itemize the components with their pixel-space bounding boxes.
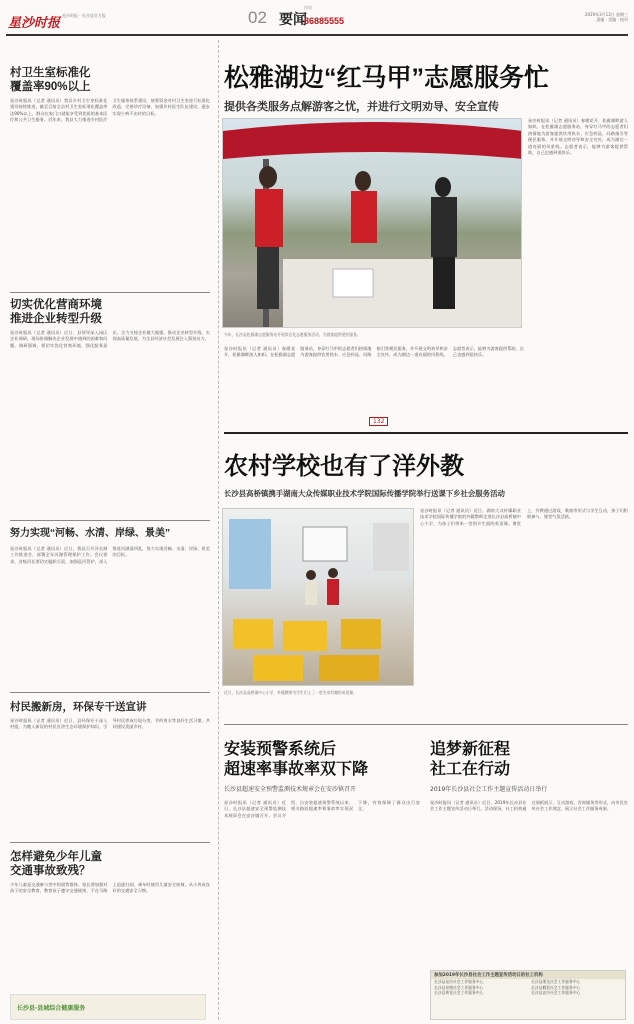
article-body: 星沙时报讯（记者 通讯员）我县乡村卫生室标准化建设持续推进，截至目前全县村卫生室标准化覆盖率达90%以上，群众在家门口就能享受到优质的基本医疗和公共卫生服务。近年来，我县大力推进乡村医疗卫生服务体系建设，统筹资金对村卫生室进行标准化改造，完善诊疗设备，加强乡村医生队伍建设，逐步实现小病不出村的目标。 bbox=[10, 98, 210, 123]
left-article-3 bbox=[10, 527, 210, 681]
lead-body: 星沙时报讯（记者 通讯员）春暖花开，松雅湖畔游人如织。在松雅湖志愿服务站，身穿红马甲的志愿者们热情地为游客提供饮用热水、应急药品、问路指引等便民服务，并开展文明劝导和安全宣传，成为湖边一道亮丽的风景线。志愿者表示，能够为游客提供帮助，自己也感到很快乐。 bbox=[224, 346, 524, 358]
table-row: 长沙县榔梨社会工作服务中心 bbox=[531, 984, 581, 990]
table-title: 参加2019年长沙县社会工作主题宣传活动日的社工机构 bbox=[431, 971, 625, 979]
lead-photo-illustration bbox=[223, 119, 522, 328]
bottom-left-body: 星沙时报讯（记者 通讯员）近日，长沙县超速安全预警监测技术规章会在安沙镇召开。会议介绍，自安装超速预警系统以来，相关路段超速率和事故率实现双下降，有效保障了群众出行安全。 bbox=[224, 800, 420, 818]
date-line bbox=[510, 12, 628, 22]
hotline-number: 86885555 bbox=[304, 16, 345, 26]
bottom-left-title-2: 超速率事故率双下降 bbox=[224, 761, 369, 778]
second-photo-caption: 近日，长沙县高桥镇中心小学，外籍教师为学生们上了一堂生动有趣的英语课。 bbox=[224, 690, 357, 695]
bottom-right-subtitle: 2019年长沙县社会工作主题宣传活动日举行 bbox=[430, 786, 548, 793]
article-body: 星沙时报讯（记者 通讯员）近日，我县召开河长制工作推进会，部署全年河湖管理保护工作。会议要求，各级河长要切实履职尽责，加强巡河管护，深入推进河湖清四乱，努力实现河畅、水清、岸绿、景美的目标。 bbox=[10, 546, 210, 564]
divider bbox=[224, 724, 628, 725]
article-title: 村民搬新房，环保专干送宣讲 bbox=[10, 701, 147, 713]
editor-line: 责编 · 美编 · 校对 bbox=[596, 17, 628, 22]
section-title: 要闻 bbox=[279, 12, 307, 28]
lead-photo-caption: 今年，长沙县松雅湖志愿服务站开展常态化志愿服务活动，为游客提供便民服务。 bbox=[224, 332, 361, 337]
lead-subtitle: 提供各类服务点解游客之忧，并进行文明劝导、安全宣传 bbox=[224, 100, 499, 113]
article-title: 怎样避免少年儿童 交通事故致残？ bbox=[10, 851, 102, 877]
lead-title: 松雅湖边“红马甲”志愿服务忙 bbox=[224, 64, 550, 92]
second-photo-illustration bbox=[223, 509, 414, 686]
divider bbox=[10, 520, 210, 521]
table-row: 长沙县湘龙社会工作服务中心 bbox=[531, 979, 581, 984]
bottom-right-title-1: 追梦新征程 bbox=[430, 741, 511, 758]
table-row: 长沙县黄花社会工作服务中心 bbox=[434, 990, 484, 995]
article-title: 村卫生室标准化 覆盖率90%以上 bbox=[10, 67, 91, 93]
bottom-right-title-2: 社工在行动 bbox=[430, 761, 511, 778]
header-divider bbox=[6, 34, 628, 36]
page-jump-badge: 132 bbox=[369, 417, 388, 426]
divider bbox=[224, 432, 628, 434]
table-row: 长沙县星沙社会工作服务中心 bbox=[434, 979, 484, 984]
social-work-table bbox=[430, 970, 626, 1020]
column-divider bbox=[218, 40, 219, 1020]
article-body: 星沙时报讯（记者 通讯员）近日，县环保专干深入村组，为搬入新居的村民宣讲生态环境保护知识，引导村民养成垃圾分类、节约用水等良好生活习惯，共同建设美丽乡村。 bbox=[10, 718, 210, 730]
hotline-label: 热线 bbox=[304, 5, 312, 10]
second-subtitle: 长沙县高桥镇携手湖南大众传媒职业技术学院国际传播学院举行送课下乡社会服务活动 bbox=[224, 489, 505, 498]
footer-ad-text: 长沙县·县城综合健康服务 bbox=[17, 1005, 86, 1012]
left-article-4 bbox=[10, 700, 210, 848]
article-body: 少年儿童是交通参与者中的弱势群体。家长要加强对孩子的安全教育，教育孩子遵守交通规则，不在马路上追逐打闹，乘车时使用儿童安全座椅，从小养成良好的交通安全习惯。 bbox=[10, 882, 210, 894]
bottom-right-body: 星沙时报讯（记者 通讯员）近日，2019年长沙县社会工作主题宣传活动日举行。活动现场，社工机构通过展板展示、互动游戏、咨询服务等形式，向市民宣传社会工作理念，展示社会工作服务成果。 bbox=[430, 800, 628, 812]
table-row: 长沙县安沙社会工作服务中心 bbox=[531, 990, 581, 995]
bottom-left-subtitle: 长沙县超速安全预警监测技术规章会在安沙镇召开 bbox=[224, 786, 357, 793]
article-title: 努力实现“河畅、水清、岸绿、景美” bbox=[10, 528, 170, 539]
table-row: 长沙县泉塘社会工作服务中心 bbox=[434, 984, 484, 990]
left-article-2 bbox=[10, 298, 210, 516]
masthead-logo-sub: 星沙时报 · 长沙县官方报 bbox=[62, 13, 106, 18]
left-article-5 bbox=[10, 850, 210, 982]
bottom-left-title-1: 安装预警系统后 bbox=[224, 741, 337, 758]
page-number: 02 bbox=[248, 8, 267, 27]
article-title: 切实优化营商环境 推进企业转型升级 bbox=[10, 299, 102, 325]
article-body: 星沙时报讯（记者 通讯员）近日，县领导深入园区企业调研，现场协调解决企业发展中遇到的困难和问题。调研强调，要切实优化营商环境，强化服务意识，全力支持企业做大做强，推动企业转型升级，实现高质量发展，为全县经济社会发展注入强劲动力。 bbox=[10, 330, 210, 348]
date-text: 2019年3月13日 星期三 bbox=[584, 12, 628, 17]
divider bbox=[10, 842, 210, 843]
footer-ad bbox=[10, 994, 206, 1020]
second-title: 农村学校也有了洋外教 bbox=[224, 453, 464, 480]
masthead-logo: 星沙时报 bbox=[8, 16, 61, 31]
left-article-1 bbox=[10, 66, 210, 283]
second-photo bbox=[222, 508, 414, 686]
lead-photo bbox=[222, 118, 522, 328]
second-body: 星沙时报讯（记者 通讯员）近日，湖南大众传媒职业技术学院国际传播学院的外籍教师走进长沙县高桥镇中心小学，为孩子们带来一堂别开生面的英语课。课堂上，外教通过游戏、歌曲等形式与学生互动，孩子们积极参与，课堂气氛活跃。 bbox=[420, 508, 628, 526]
lead-body-right: 星沙时报讯（记者 通讯员）春暖花开，松雅湖畔游人如织。在松雅湖志愿服务站，身穿红马甲的志愿者们热情地为游客提供饮用热水、应急药品、问路指引等便民服务，并开展文明劝导和安全宣传，成为湖边一道亮丽的风景线。志愿者表示，能够为游客提供帮助，自己也感到很快乐。 bbox=[528, 118, 628, 156]
divider bbox=[10, 692, 210, 693]
divider bbox=[10, 292, 210, 293]
